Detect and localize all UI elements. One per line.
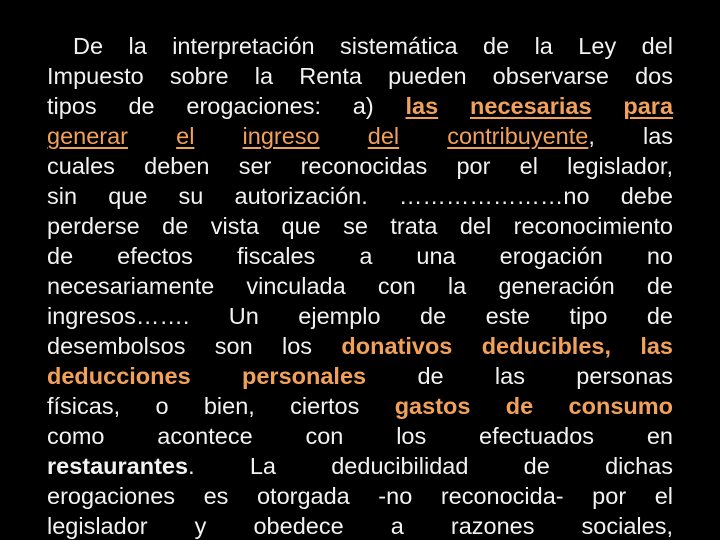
highlight-generar: generar — [47, 123, 128, 149]
line-11-text: desembolsos son los — [47, 333, 342, 359]
line-4-tail: , las — [588, 123, 674, 149]
line-2-text: Impuesto sobre la Renta pueden observarse dos — [47, 63, 673, 89]
highlight-el: el — [176, 123, 195, 149]
line-12-text: de las personas — [366, 363, 673, 389]
highlight-deducciones-personales: deducciones personales — [47, 363, 367, 389]
paragraph-line-9 — [47, 271, 673, 301]
highlight-gastos-de-consumo: gastos de consumo — [394, 393, 673, 419]
paragraph-line-16 — [47, 481, 673, 511]
paragraph-line-14 — [47, 421, 673, 451]
paragraph-line-3 — [47, 91, 673, 121]
line-9-text: necesariamente vinculada con la generación de — [47, 273, 673, 299]
line-3-text: tipos de erogaciones: a) — [47, 93, 406, 119]
paragraph-line-2 — [47, 61, 673, 91]
highlight-restaurantes: restaurantes — [47, 453, 189, 479]
line-13-text: físicas, o bien, ciertos — [47, 393, 395, 419]
paragraph-line-1 — [73, 31, 673, 61]
paragraph-line-5 — [47, 151, 673, 181]
highlight-del: del — [367, 123, 400, 149]
paragraph-line-13 — [47, 391, 673, 421]
highlight-necesarias: necesarias — [470, 93, 592, 119]
highlight-contribuyente: contribuyente — [447, 123, 589, 149]
line-16-text: erogaciones es otorgada -no reconocida- por el — [47, 483, 673, 509]
line-17-text: legislador y obedece a razones sociales, — [47, 513, 673, 539]
line-6-text: sin que su autorización. …………………no debe — [47, 183, 673, 209]
line-7-text: perderse de vista que se trata del reconocimiento — [47, 213, 673, 239]
paragraph-line-12 — [47, 361, 673, 391]
line-10-text: ingresos……. Un ejemplo de este tipo de — [47, 303, 673, 329]
line-8-text: de efectos fiscales a una erogación no — [47, 243, 673, 269]
highlight-ingreso: ingreso — [242, 123, 320, 149]
line-1-text: De la interpretación sistemática de la Ley del — [73, 33, 673, 59]
paragraph-line-7 — [47, 211, 673, 241]
line-5-text: cuales deben ser reconocidas por el legislador, — [47, 153, 673, 179]
paragraph-line-17 — [47, 511, 673, 540]
paragraph-line-11 — [47, 331, 673, 361]
paragraph-line-4 — [47, 121, 673, 151]
line-15-text: . La deducibilidad de dichas — [188, 453, 673, 479]
paragraph-line-6 — [47, 181, 673, 211]
highlight-donativos-deducibles: donativos deducibles, las — [341, 333, 673, 359]
highlight-para: para — [623, 93, 674, 119]
line-14-text: como acontece con los efectuados en — [47, 423, 673, 449]
paragraph-line-8 — [47, 241, 673, 271]
paragraph-line-10 — [47, 301, 673, 331]
paragraph-line-15 — [47, 451, 673, 481]
highlight-las: las — [405, 93, 439, 119]
